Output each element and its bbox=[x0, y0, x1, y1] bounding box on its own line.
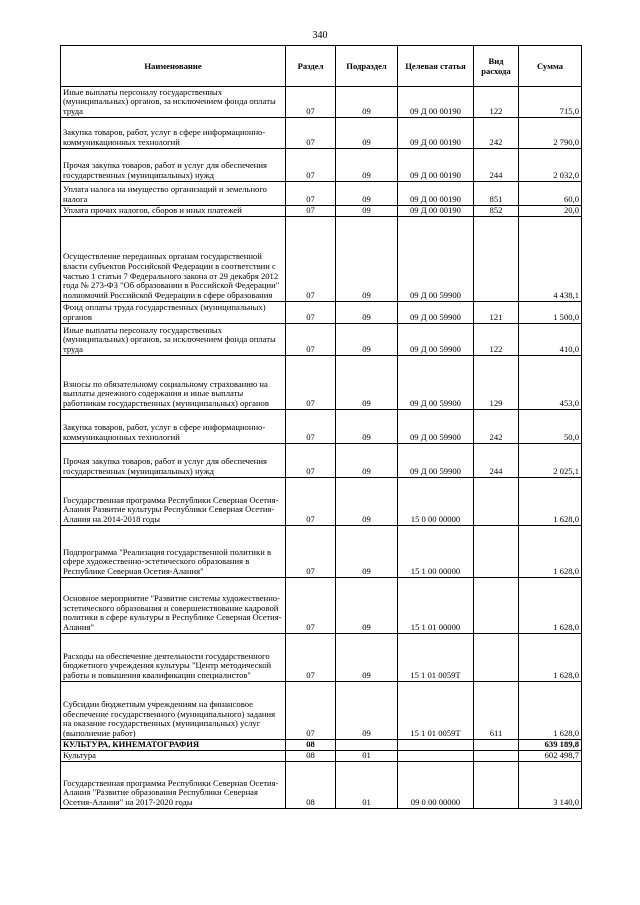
cell-target: 09 Д 00 59900 bbox=[398, 302, 474, 324]
cell-name: Фонд оплаты труда государственных (муниципальных) органов bbox=[61, 302, 286, 324]
cell-kind: 122 bbox=[474, 87, 519, 118]
cell-target: 09 Д 00 59900 bbox=[398, 444, 474, 478]
cell-sum: 2 790,0 bbox=[519, 118, 582, 149]
header-section: Раздел bbox=[286, 46, 336, 87]
budget-table bbox=[60, 45, 582, 809]
table-header-row bbox=[61, 46, 582, 87]
table-row bbox=[61, 217, 582, 302]
header-kind: Вид расхода bbox=[474, 46, 519, 87]
cell-name: Закупка товаров, работ, услуг в сфере информационно-коммуникационных технологий bbox=[61, 118, 286, 149]
cell-kind: 852 bbox=[474, 206, 519, 217]
cell-sum: 2 025,1 bbox=[519, 444, 582, 478]
cell-kind: 242 bbox=[474, 410, 519, 444]
cell-section: 07 bbox=[286, 149, 336, 182]
page-number: 340 bbox=[312, 30, 328, 41]
cell-kind: 244 bbox=[474, 149, 519, 182]
cell-section: 07 bbox=[286, 634, 336, 682]
cell-target: 15 0 00 00000 bbox=[398, 478, 474, 526]
header-name: Наименование bbox=[61, 46, 286, 87]
table-row bbox=[61, 444, 582, 478]
cell-subsection: 09 bbox=[336, 217, 398, 302]
cell-name: Иные выплаты персоналу государственных (муниципальных) органов, за исключением фонда оплаты труда bbox=[61, 324, 286, 356]
cell-subsection: 09 bbox=[336, 206, 398, 217]
cell-sum: 4 438,1 bbox=[519, 217, 582, 302]
cell-section: 07 bbox=[286, 182, 336, 206]
table-row bbox=[61, 634, 582, 682]
table-row bbox=[61, 149, 582, 182]
cell-name: Закупка товаров, работ, услуг в сфере информационно-коммуникационных технологий bbox=[61, 410, 286, 444]
table-row bbox=[61, 578, 582, 634]
cell-kind bbox=[474, 740, 519, 751]
cell-name: Прочая закупка товаров, работ и услуг для обеспечения государственных (муниципальных) нужд bbox=[61, 149, 286, 182]
cell-kind: 611 bbox=[474, 682, 519, 740]
cell-target: 09 Д 00 00190 bbox=[398, 118, 474, 149]
cell-section: 07 bbox=[286, 324, 336, 356]
cell-sum: 60,0 bbox=[519, 182, 582, 206]
header-subsection: Подраздел bbox=[336, 46, 398, 87]
cell-section: 08 bbox=[286, 751, 336, 762]
cell-subsection: 09 bbox=[336, 356, 398, 410]
cell-kind bbox=[474, 526, 519, 578]
cell-name: Субсидии бюджетным учреждениям на финансовое обеспечение государственного (муниципального) задания на оказание государственных (муниципальных) услуг (выполнение работ) bbox=[61, 682, 286, 740]
cell-subsection: 01 bbox=[336, 762, 398, 809]
cell-subsection: 09 bbox=[336, 182, 398, 206]
cell-subsection: 09 bbox=[336, 578, 398, 634]
cell-section: 07 bbox=[286, 526, 336, 578]
table-row bbox=[61, 751, 582, 762]
cell-kind: 242 bbox=[474, 118, 519, 149]
table-row bbox=[61, 118, 582, 149]
cell-section: 07 bbox=[286, 206, 336, 217]
cell-subsection: 09 bbox=[336, 302, 398, 324]
table-row bbox=[61, 87, 582, 118]
cell-sum: 715,0 bbox=[519, 87, 582, 118]
cell-kind bbox=[474, 478, 519, 526]
cell-section: 07 bbox=[286, 682, 336, 740]
cell-kind: 851 bbox=[474, 182, 519, 206]
cell-subsection: 09 bbox=[336, 526, 398, 578]
cell-sum: 453,0 bbox=[519, 356, 582, 410]
cell-target: 09 Д 00 59900 bbox=[398, 410, 474, 444]
cell-subsection: 09 bbox=[336, 478, 398, 526]
cell-target: 09 Д 00 59900 bbox=[398, 356, 474, 410]
header-target: Целевая статья bbox=[398, 46, 474, 87]
table-row bbox=[61, 302, 582, 324]
table-row bbox=[61, 324, 582, 356]
cell-name: Основное мероприятие "Развитие системы художественно-эстетического образования и совершенствование кадровой политики в сфере культуры в Республике Северная Осетия-Алания" bbox=[61, 578, 286, 634]
cell-target: 09 Д 00 00190 bbox=[398, 149, 474, 182]
table-row bbox=[61, 478, 582, 526]
cell-sum: 602 498,7 bbox=[519, 751, 582, 762]
cell-section: 07 bbox=[286, 87, 336, 118]
cell-kind: 129 bbox=[474, 356, 519, 410]
cell-target: 15 1 01 00000 bbox=[398, 578, 474, 634]
cell-name: Уплата налога на имущество организаций и земельного налога bbox=[61, 182, 286, 206]
cell-target: 15 1 01 0059Т bbox=[398, 634, 474, 682]
cell-target: 15 1 00 00000 bbox=[398, 526, 474, 578]
cell-target: 15 1 01 0059Т bbox=[398, 682, 474, 740]
cell-sum: 1 628,0 bbox=[519, 526, 582, 578]
cell-subsection: 01 bbox=[336, 751, 398, 762]
table-row bbox=[61, 526, 582, 578]
cell-section: 07 bbox=[286, 478, 336, 526]
table-row bbox=[61, 410, 582, 444]
cell-section: 07 bbox=[286, 118, 336, 149]
cell-target bbox=[398, 740, 474, 751]
table-row bbox=[61, 762, 582, 809]
cell-subsection bbox=[336, 740, 398, 751]
cell-name: Подпрограмма "Реализация государственной политики в сфере художественно-эстетического образования в Республике Северная Осетия-Алания" bbox=[61, 526, 286, 578]
table-row-section-total bbox=[61, 740, 582, 751]
cell-sum: 1 628,0 bbox=[519, 578, 582, 634]
cell-subsection: 09 bbox=[336, 682, 398, 740]
cell-subsection: 09 bbox=[336, 118, 398, 149]
cell-target: 09 Д 00 00190 bbox=[398, 87, 474, 118]
cell-sum: 1 628,0 bbox=[519, 682, 582, 740]
cell-target: 09 Д 00 00190 bbox=[398, 182, 474, 206]
cell-sum: 1 628,0 bbox=[519, 634, 582, 682]
cell-name: Осуществление переданных органам государственной власти субъектов Российской Федерации в соответствии с частью 1 статьи 7 Федерального закона от 29 декабря 2012 года № 273-ФЗ "Об образовании в Российской Федерации" полномочий Российской Федерации в сфере образования bbox=[61, 217, 286, 302]
cell-subsection: 09 bbox=[336, 444, 398, 478]
cell-kind bbox=[474, 751, 519, 762]
cell-sum: 3 140,0 bbox=[519, 762, 582, 809]
cell-target: 09 Д 00 00190 bbox=[398, 206, 474, 217]
table-row bbox=[61, 182, 582, 206]
cell-name: Расходы на обеспечение деятельности государственного бюджетного учреждения культуры "Центр методической работы и повышения квалификации специалистов" bbox=[61, 634, 286, 682]
cell-name: КУЛЬТУРА, КИНЕМАТОГРАФИЯ bbox=[61, 740, 286, 751]
cell-section: 07 bbox=[286, 410, 336, 444]
table-row bbox=[61, 206, 582, 217]
cell-section: 07 bbox=[286, 444, 336, 478]
cell-kind: 122 bbox=[474, 324, 519, 356]
cell-section: 07 bbox=[286, 302, 336, 324]
cell-sum: 639 189,8 bbox=[519, 740, 582, 751]
cell-sum: 1 628,0 bbox=[519, 478, 582, 526]
cell-sum: 20,0 bbox=[519, 206, 582, 217]
cell-sum: 50,0 bbox=[519, 410, 582, 444]
cell-target: 09 Д 00 59900 bbox=[398, 324, 474, 356]
cell-section: 08 bbox=[286, 740, 336, 751]
cell-target: 09 Д 00 59900 bbox=[398, 217, 474, 302]
cell-target bbox=[398, 751, 474, 762]
cell-kind: 244 bbox=[474, 444, 519, 478]
cell-kind bbox=[474, 762, 519, 809]
cell-kind bbox=[474, 578, 519, 634]
cell-name: Культура bbox=[61, 751, 286, 762]
cell-subsection: 09 bbox=[336, 634, 398, 682]
cell-name: Государственная программа Республики Северная Осетия-Алания Развитие культуры Республики Северная Осетия-Алания на 2014-2018 годы bbox=[61, 478, 286, 526]
cell-subsection: 09 bbox=[336, 410, 398, 444]
cell-name: Взносы по обязательному социальному страхованию на выплаты денежного содержания и иные выплаты работникам государственных (муниципальных) органов bbox=[61, 356, 286, 410]
cell-name: Государственная программа Республики Северная Осетия-Алания "Развитие образования Республики Северная Осетия-Алания" на 2017-2020 годы bbox=[61, 762, 286, 809]
cell-name: Иные выплаты персоналу государственных (муниципальных) органов, за исключением фонда оплаты труда bbox=[61, 87, 286, 118]
cell-subsection: 09 bbox=[336, 87, 398, 118]
cell-kind bbox=[474, 217, 519, 302]
cell-name: Уплата прочих налогов, сборов и иных платежей bbox=[61, 206, 286, 217]
cell-sum: 2 032,0 bbox=[519, 149, 582, 182]
cell-kind bbox=[474, 634, 519, 682]
cell-subsection: 09 bbox=[336, 324, 398, 356]
cell-subsection: 09 bbox=[336, 149, 398, 182]
cell-section: 07 bbox=[286, 578, 336, 634]
cell-section: 08 bbox=[286, 762, 336, 809]
cell-name: Прочая закупка товаров, работ и услуг для обеспечения государственных (муниципальных) нужд bbox=[61, 444, 286, 478]
header-sum: Сумма bbox=[519, 46, 582, 87]
cell-section: 07 bbox=[286, 356, 336, 410]
table-row bbox=[61, 682, 582, 740]
cell-target: 09 0 00 00000 bbox=[398, 762, 474, 809]
cell-sum: 1 500,0 bbox=[519, 302, 582, 324]
cell-kind: 121 bbox=[474, 302, 519, 324]
table-row bbox=[61, 356, 582, 410]
cell-sum: 410,0 bbox=[519, 324, 582, 356]
cell-section: 07 bbox=[286, 217, 336, 302]
